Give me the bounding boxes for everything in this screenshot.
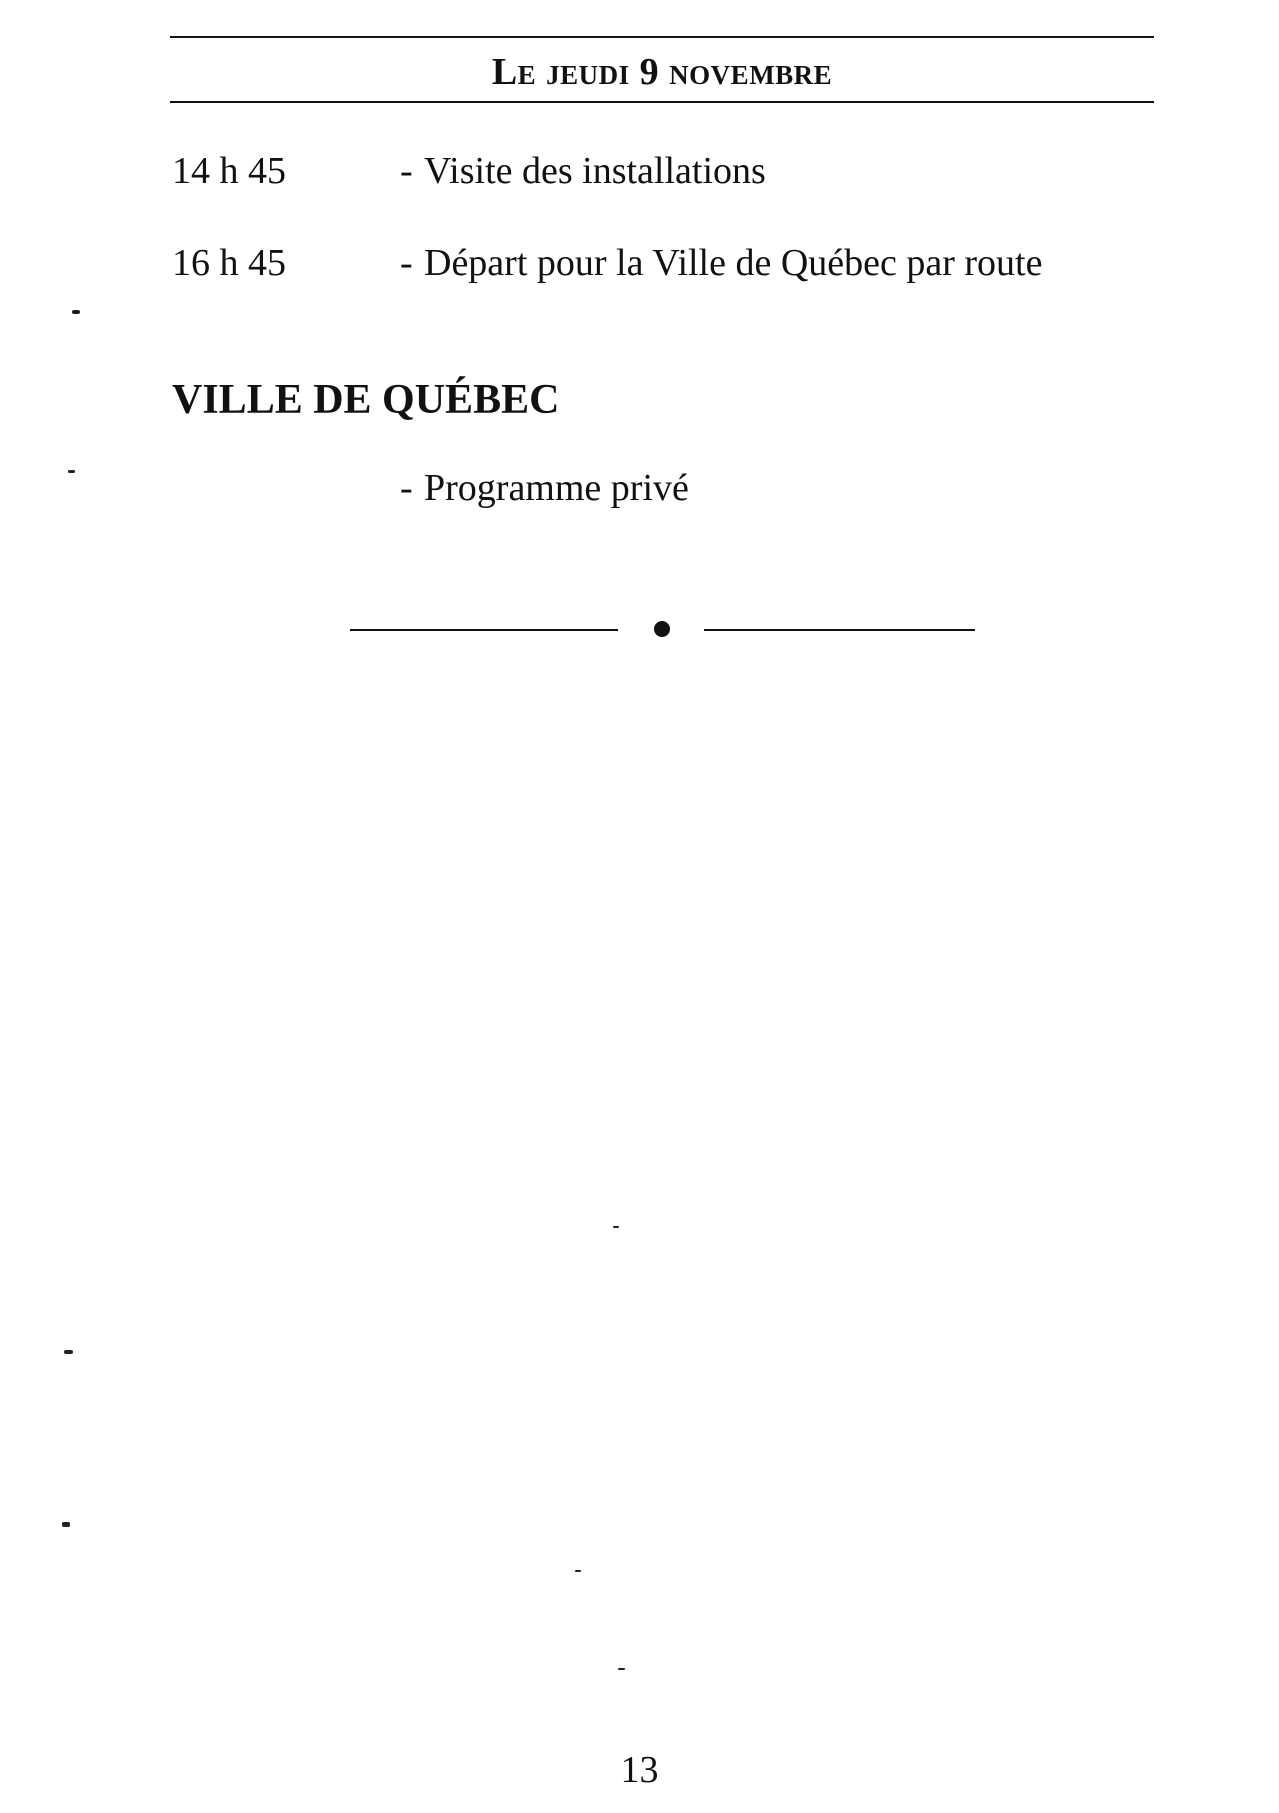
schedule-description-text: Visite des installations xyxy=(424,150,766,192)
page-number: 13 xyxy=(620,1749,659,1791)
divider-line-left xyxy=(350,629,618,631)
divider-bullet-icon xyxy=(654,621,670,637)
schedule-description-text: Départ pour la Ville de Québec par route xyxy=(424,242,1043,284)
header-top-rule xyxy=(170,36,1154,38)
scan-speck xyxy=(613,1226,619,1228)
schedule-description xyxy=(400,148,1060,194)
section-divider-ornament xyxy=(350,620,975,640)
scan-speck xyxy=(62,1522,70,1527)
scan-speck xyxy=(72,310,80,314)
scan-speck xyxy=(68,470,75,473)
scan-speck xyxy=(64,1350,73,1354)
section-heading: VILLE DE QUÉBEC xyxy=(172,377,560,423)
divider-line-right xyxy=(704,629,975,631)
schedule-time: 16 h 45 xyxy=(172,242,286,284)
schedule-time: 14 h 45 xyxy=(172,150,286,192)
schedule-description-text: Programme privé xyxy=(424,467,689,509)
schedule-dash: - xyxy=(400,242,413,284)
schedule-dash: - xyxy=(400,150,413,192)
schedule-dash: - xyxy=(400,467,413,509)
page-header-title: Le jeudi 9 novembre xyxy=(491,51,833,93)
scan-speck xyxy=(575,1570,581,1572)
header-bottom-rule xyxy=(170,101,1154,103)
schedule-description xyxy=(400,465,1060,511)
scan-speck xyxy=(618,1668,625,1670)
schedule-description xyxy=(400,240,1060,286)
